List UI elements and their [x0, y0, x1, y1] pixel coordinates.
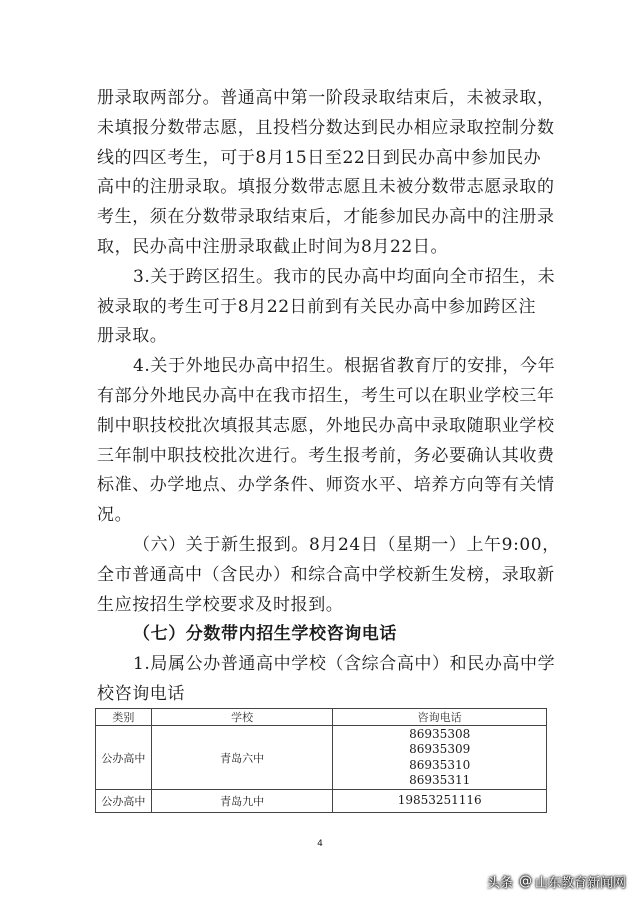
phone-number: 19853251116 — [397, 793, 482, 808]
body-text — [97, 84, 560, 710]
column-header-school: 学校 — [151, 709, 333, 726]
contact-table — [95, 708, 547, 813]
watermark-name: 山东教育新闻网 — [534, 876, 626, 891]
column-header-phone: 咨询电话 — [333, 709, 547, 726]
text-line: 被录取的考生可于8月22日前到有关民办高中参加跨区注 — [97, 296, 537, 317]
category-cell: 公办高中 — [96, 790, 152, 813]
table-row — [96, 790, 547, 813]
category-cell: 公办高中 — [96, 726, 152, 790]
text-line: 3.关于跨区招生。我市的民办高中均面向全市招生，未 — [133, 266, 556, 287]
text-line: 册录取两部分。普通高中第一阶段录取结束后，未被录取， — [97, 88, 555, 108]
table-row — [96, 726, 547, 790]
phone-cell — [333, 790, 547, 813]
phone-cell — [333, 726, 547, 790]
text-line: 未填报分数带志愿，且投档分数达到民办相应录取控制分数 — [97, 117, 555, 138]
text-line: 高中的注册录取。填报分数带志愿且未被分数带志愿录取的 — [97, 177, 555, 198]
section-heading: （七）分数带内招生学校咨询电话 — [133, 624, 397, 645]
text-line: 三年制中职技校批次进行。考生报考前，务必要确认其收费 — [97, 445, 555, 466]
watermark-prefix: 头条 — [486, 876, 513, 891]
text-line: 生应按招生学校要求及时报到。 — [97, 594, 344, 615]
text-line: 标准、办学地点、办学条件、师资水平、培养方向等有关情 — [97, 475, 555, 496]
text-line: 4.关于外地民办高中招生。根据省教育厅的安排，今年 — [133, 356, 556, 377]
text-line: 有部分外地民办高中在我市招生，考生可以在职业学校三年 — [97, 385, 555, 406]
school-cell: 青岛九中 — [151, 790, 333, 813]
column-header-category: 类别 — [96, 709, 152, 726]
at-icon: @ — [518, 874, 532, 889]
phone-number: 86935308 — [409, 726, 471, 741]
text-line: 制中职技校批次填报其志愿，外地民办高中录取随职业学校 — [97, 415, 555, 436]
text-line: 况。 — [97, 505, 133, 526]
phone-number: 86935310 — [409, 757, 471, 772]
text-line: 取，民办高中注册录取截止时间为8月22日。 — [97, 236, 449, 257]
text-line: 考生，须在分数带录取结束后，才能参加民办高中的注册录 — [97, 207, 555, 228]
watermark — [487, 872, 626, 891]
text-line: 册录取。 — [97, 326, 168, 347]
school-cell: 青岛六中 — [151, 726, 333, 790]
phone-number: 86935311 — [409, 773, 471, 787]
table-header-row — [96, 709, 547, 726]
page-number: 4 — [317, 839, 323, 849]
section-heading: （六）关于新生报到。8月24日（星期一）上午9:00， — [133, 534, 560, 555]
text-line: 校咨询电话 — [97, 683, 185, 704]
phone-number: 86935309 — [409, 742, 471, 756]
text-line: 线的四区考生，可于8月15日至22日到民办高中参加民办 — [97, 147, 542, 168]
text-line: 全市普通高中（含民办）和综合高中学校新生发榜，录取新 — [97, 564, 555, 585]
text-line: 1.局属公办普通高中学校（含综合高中）和民办高中学 — [133, 654, 556, 675]
